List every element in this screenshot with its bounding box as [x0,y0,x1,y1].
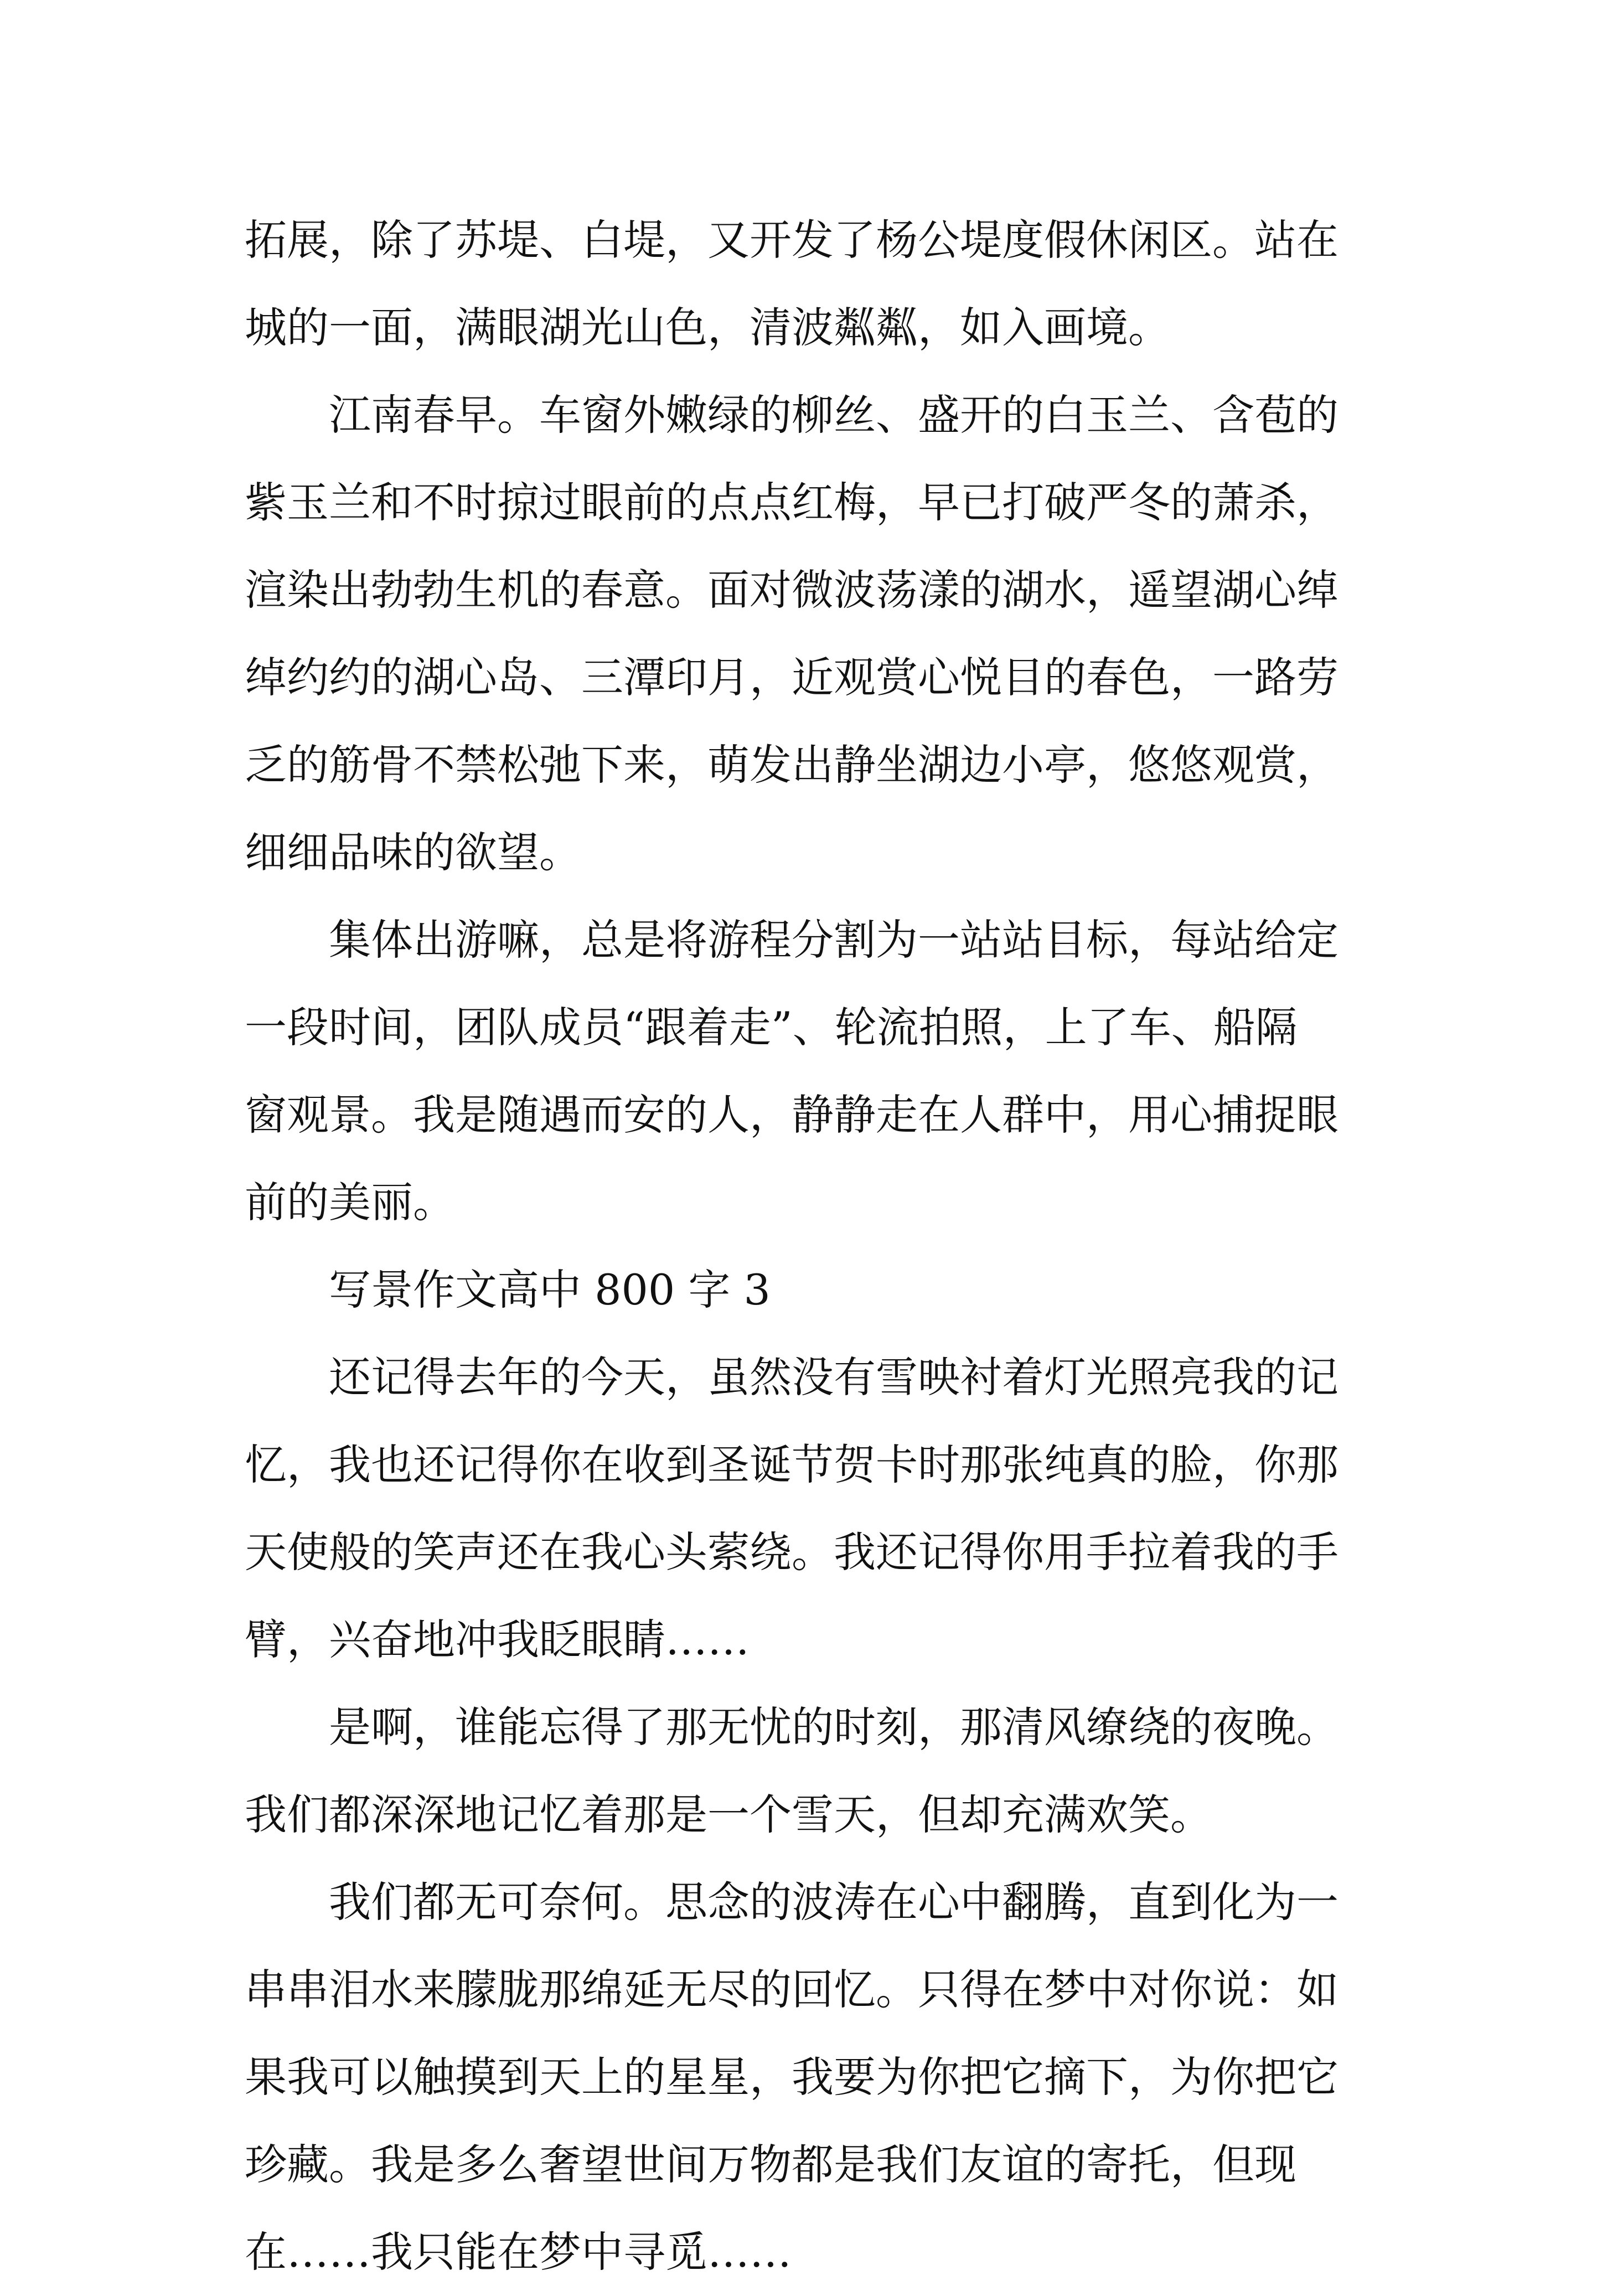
text-line: 江南春早。车窗外嫩绿的柳丝、盛开的白玉兰、含苞的 [245,390,1339,440]
text-line: 我们都深深地记忆着那是一个雪天，但却充满欢笑。 [245,1790,1212,1839]
text-line: 绰约约的湖心岛、三潭印月，近观赏心悦目的春色，一路劳 [245,653,1339,702]
document-body [245,197,1391,2296]
text-line: 果我可以触摸到天上的星星，我要为你把它摘下，为你把它 [245,2052,1339,2102]
text-line: 珍藏。我是多么奢望世间万物都是我们友谊的寄托，但现 [245,2140,1296,2189]
text-line: 还记得去年的今天，虽然没有雪映衬着灯光照亮我的记 [245,1353,1339,1402]
text-line: 串串泪水来朦胧那绵延无尽的回忆。只得在梦中对你说：如 [245,1965,1339,2014]
text-line: 天使般的笑声还在我心头萦绕。我还记得你用手拉着我的手 [245,1528,1339,1577]
text-line: 臂，兴奋地冲我眨眼睛…… [245,1615,750,1664]
text-line: 是啊，谁能忘得了那无忧的时刻，那清风缭绕的夜晚。 [245,1702,1339,1752]
text-line: 我们都无可奈何。思念的波涛在心中翻腾，直到化为一 [245,1877,1339,1927]
text-line: 拓展，除了苏堤、白堤，又开发了杨公堤度假休闲区。站在 [245,215,1339,265]
text-line: 渲染出勃勃生机的春意。面对微波荡漾的湖水，遥望湖心绰 [245,565,1339,615]
text-line: 一段时间，团队成员“跟着走”、轮流拍照，上了车、船隔 [245,1003,1298,1052]
text-line: 在……我只能在梦中寻觅…… [245,2227,792,2277]
text-line: 窗观景。我是随遇而安的人，静静走在人群中，用心捕捉眼 [245,1090,1339,1139]
text-line: 集体出游嘛，总是将游程分割为一站站目标，每站给定 [245,915,1339,964]
text-line: 细细品味的欲望。 [245,828,581,877]
text-line: 紫玉兰和不时掠过眼前的点点红梅，早已打破严冬的萧杀， [245,478,1339,527]
text-line: 前的美丽。 [245,1178,455,1227]
text-line: 乏的筋骨不禁松弛下来，萌发出静坐湖边小亭，悠悠观赏， [245,740,1339,790]
section-heading: 写景作文高中 800 字 3 [245,1265,771,1314]
text-line: 城的一面，满眼湖光山色，清波粼粼，如入画境。 [245,303,1170,352]
text-line: 忆，我也还记得你在收到圣诞节贺卡时那张纯真的脸，你那 [245,1440,1339,1489]
